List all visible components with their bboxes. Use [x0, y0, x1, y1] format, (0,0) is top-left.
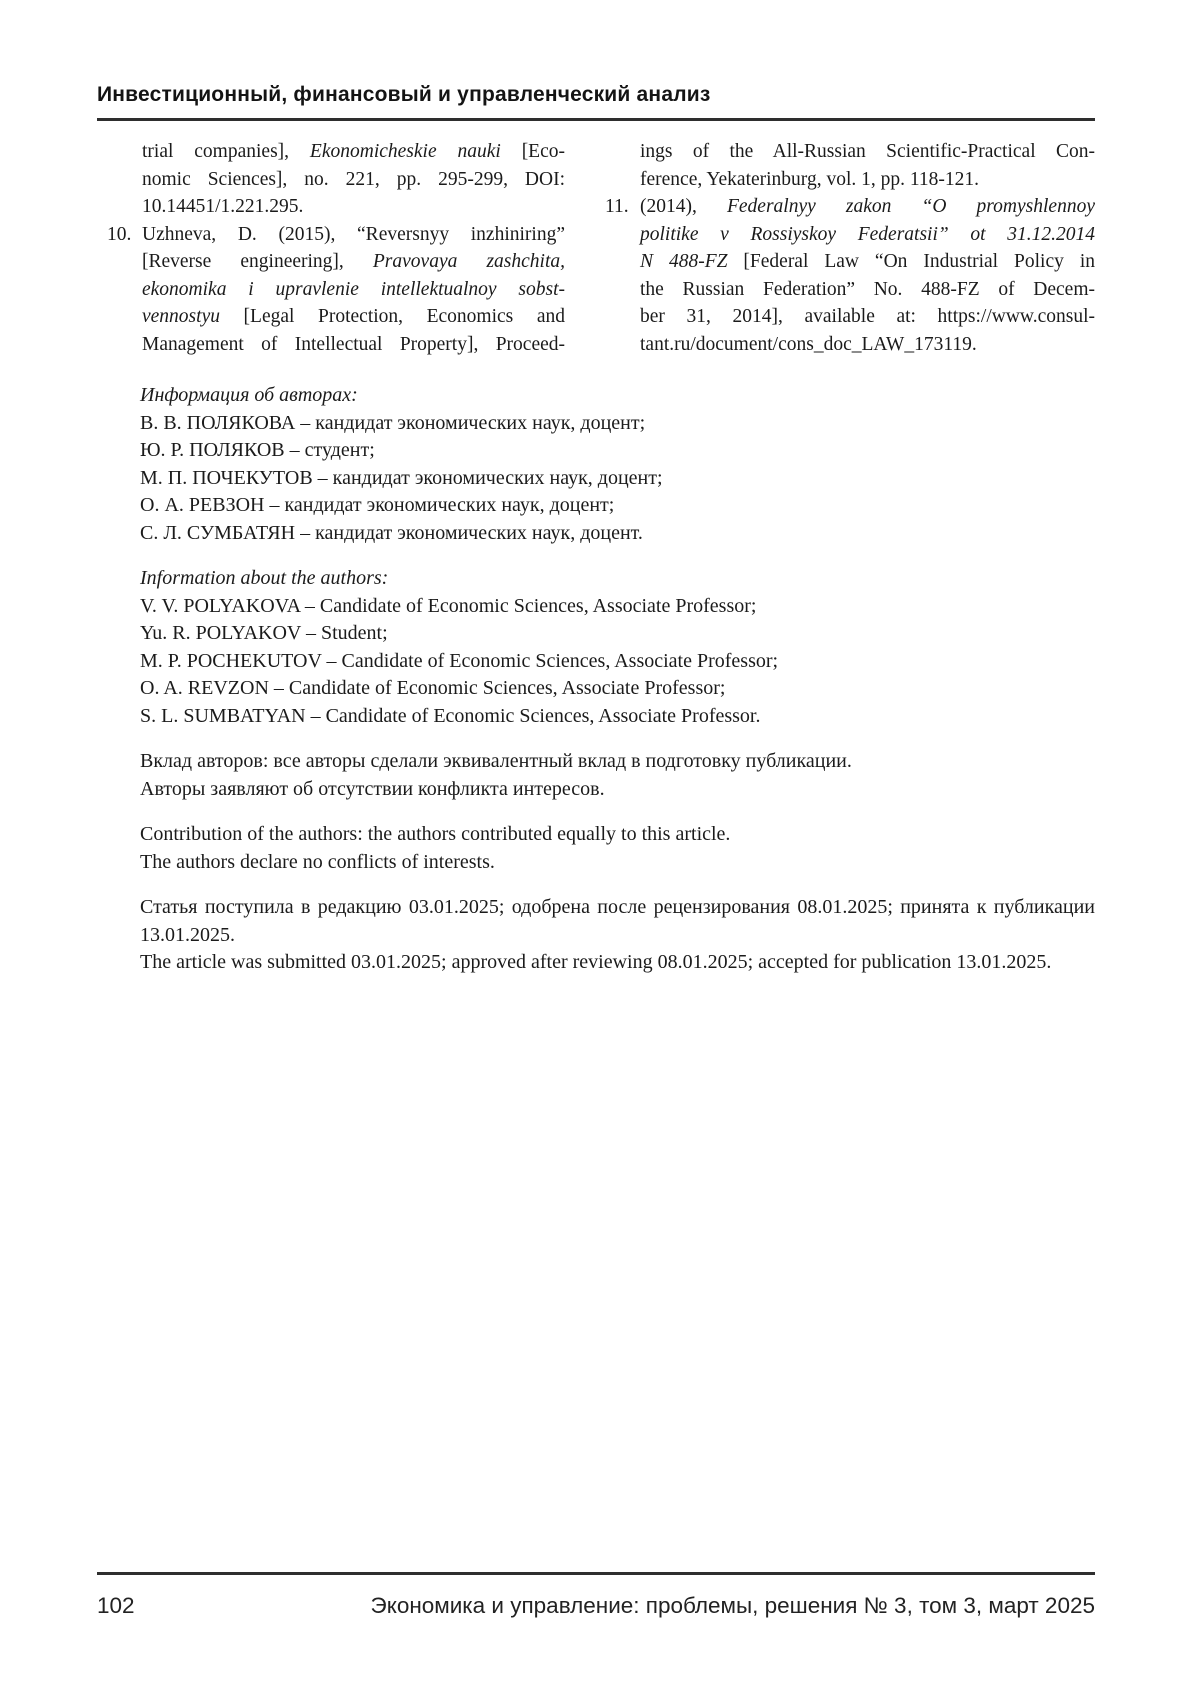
footer-rule: [97, 1572, 1095, 1575]
reference-line: [142, 166, 565, 194]
reference-item: [97, 221, 565, 359]
reference-body: [142, 221, 565, 359]
reference-line: [640, 166, 1095, 194]
text-run: Статья поступила в редакцию 03.01.2025; одобрена после рецензирования 08.01.2025; принята к публикации: [140, 896, 1095, 918]
text-run: S. L. SUMBATYAN – Candidate of Economic Sciences, Associate Professor.: [140, 704, 761, 727]
reference-item: [595, 138, 1095, 193]
authors-info-en: [140, 565, 1095, 730]
text-run: the Russian Federation” No. 488-FZ of Decem-: [640, 278, 1095, 300]
contribution-statement-ru: [140, 748, 1095, 803]
text-run: О. А. РЕВЗОН – кандидат экономических наук, доцент;: [140, 494, 615, 516]
text-run: Вклад авторов: все авторы сделали эквивалентный вклад в подготовку публикации.: [140, 750, 852, 772]
text-run: The authors declare no conflicts of interests.: [140, 850, 495, 873]
text-run: Uzhneva, D. (2015), “Reversnyy inzhiniring”: [142, 223, 565, 245]
italic-text-run: Federalnyy zakon “O promyshlennoy: [726, 196, 1095, 217]
text-line: [140, 894, 1095, 922]
contribution-statement-en: [140, 821, 1095, 876]
text-line: [140, 675, 1095, 703]
reference-line: [640, 276, 1095, 304]
text-line: [140, 437, 1095, 465]
reference-body: [640, 193, 1095, 358]
text-line: [140, 748, 1095, 776]
reference-line: [640, 193, 1095, 221]
section-heading: [140, 565, 1095, 593]
text-line: [140, 922, 1095, 950]
text-run: Information about the authors:: [140, 567, 389, 589]
italic-text-run: N 488-FZ: [640, 251, 728, 272]
reference-line: [142, 138, 565, 166]
text-run: trial companies],: [142, 141, 310, 162]
text-run: Yu. R. POLYAKOV – Student;: [140, 622, 388, 644]
text-run: Management of Intellectual Property], Proceed-: [142, 333, 565, 355]
reference-line: [640, 303, 1095, 331]
text-run: The article was submitted 03.01.2025; approved after reviewing 08.01.2025; accepted for publication 13.01.2025.: [140, 951, 1052, 973]
reference-line: [640, 248, 1095, 276]
text-line: [140, 492, 1095, 520]
text-run: M. P. POCHEKUTOV – Candidate of Economic Sciences, Associate Professor;: [140, 649, 779, 672]
text-run: (2014),: [640, 196, 727, 217]
reference-line: [142, 331, 565, 359]
reference-line: [640, 221, 1095, 249]
reference-number: 11.: [605, 196, 629, 217]
italic-text-run: Pravovaya zashchita,: [372, 251, 565, 272]
text-run: tant.ru/document/cons_doc_LAW_173119.: [640, 333, 977, 355]
text-run: С. Л. СУМБАТЯН – кандидат экономических наук, доцент.: [140, 521, 643, 544]
reference-number: [97, 138, 142, 221]
references-right-column: [595, 138, 1095, 358]
italic-text-run: ekonomika i upravlenie intellektualnoy sobst-: [142, 278, 565, 300]
reference-line: [142, 248, 565, 276]
running-header-title: Инвестиционный, финансовый и управленческий анализ: [97, 83, 711, 106]
reference-number: [595, 138, 640, 193]
text-run: Contribution of the authors: the authors contributed equally to this article.: [140, 823, 731, 845]
italic-text-run: Ekonomicheskie nauki: [309, 141, 501, 162]
text-run: ings of the All-Russian Scientific-Practical Con-: [640, 141, 1095, 162]
text-line: [140, 776, 1095, 804]
text-run: [Federal Law “On Industrial Policy in: [727, 251, 1095, 272]
section-heading: [140, 382, 1095, 410]
page-content: [97, 82, 1095, 995]
footer-journal-title: Экономика и управление: проблемы, решения № 3, том 3, март 2025: [370, 1593, 1095, 1618]
references-section: [97, 138, 1095, 358]
reference-body: [142, 138, 565, 221]
article-dates: [140, 894, 1095, 977]
references-left-column: [97, 138, 565, 358]
page-footer: [97, 1591, 1095, 1621]
text-run: 13.01.2025.: [140, 923, 235, 946]
text-run: ference, Yekaterinburg, vol. 1, pp. 118-121.: [640, 168, 980, 190]
text-run: 10.14451/1.221.295.: [142, 196, 304, 217]
text-line: [140, 520, 1095, 548]
text-run: ber 31, 2014], available at: https://www.consul-: [640, 306, 1095, 327]
text-run: Авторы заявляют об отсутствии конфликта интересов.: [140, 777, 605, 800]
text-run: М. П. ПОЧЕКУТОВ – кандидат экономических наук, доцент;: [140, 466, 663, 489]
text-line: [140, 465, 1095, 493]
text-line: [140, 849, 1095, 877]
text-run: nomic Sciences], no. 221, pp. 295-299, DOI:: [142, 168, 565, 190]
italic-text-run: politike v Rossiyskoy Federatsii” ot 31.12.2014: [640, 223, 1095, 245]
text-line: [140, 410, 1095, 438]
text-run: В. В. ПОЛЯКОВА – кандидат экономических наук, доцент;: [140, 411, 646, 434]
header-rule: [97, 118, 1095, 121]
page-number: 102: [97, 1593, 135, 1618]
text-run: [Legal Protection, Economics and: [219, 306, 565, 327]
reference-body: [640, 138, 1095, 193]
text-run: Ю. Р. ПОЛЯКОВ – студент;: [140, 439, 375, 461]
reference-line: [640, 331, 1095, 359]
reference-item: [595, 193, 1095, 358]
reference-line: [640, 138, 1095, 166]
text-line: [140, 821, 1095, 849]
text-line: [140, 620, 1095, 648]
text-line: [140, 703, 1095, 731]
reference-line: [142, 221, 565, 249]
text-run: V. V. POLYAKOVA – Candidate of Economic Sciences, Associate Professor;: [140, 594, 757, 617]
reference-line: [142, 193, 565, 221]
reference-line: [142, 276, 565, 304]
text-line: [140, 648, 1095, 676]
italic-text-run: vennostyu: [142, 306, 220, 327]
text-line: [140, 593, 1095, 621]
reference-line: [142, 303, 565, 331]
text-line: [140, 949, 1095, 977]
text-run: O. A. REVZON – Candidate of Economic Sciences, Associate Professor;: [140, 677, 726, 699]
reference-number: 10.: [107, 223, 132, 245]
text-run: Информация об авторах:: [140, 384, 358, 406]
authors-info-ru: [140, 382, 1095, 547]
text-run: [Eco-: [500, 141, 565, 162]
text-run: [Reverse engineering],: [142, 251, 373, 272]
reference-item: [97, 138, 565, 221]
